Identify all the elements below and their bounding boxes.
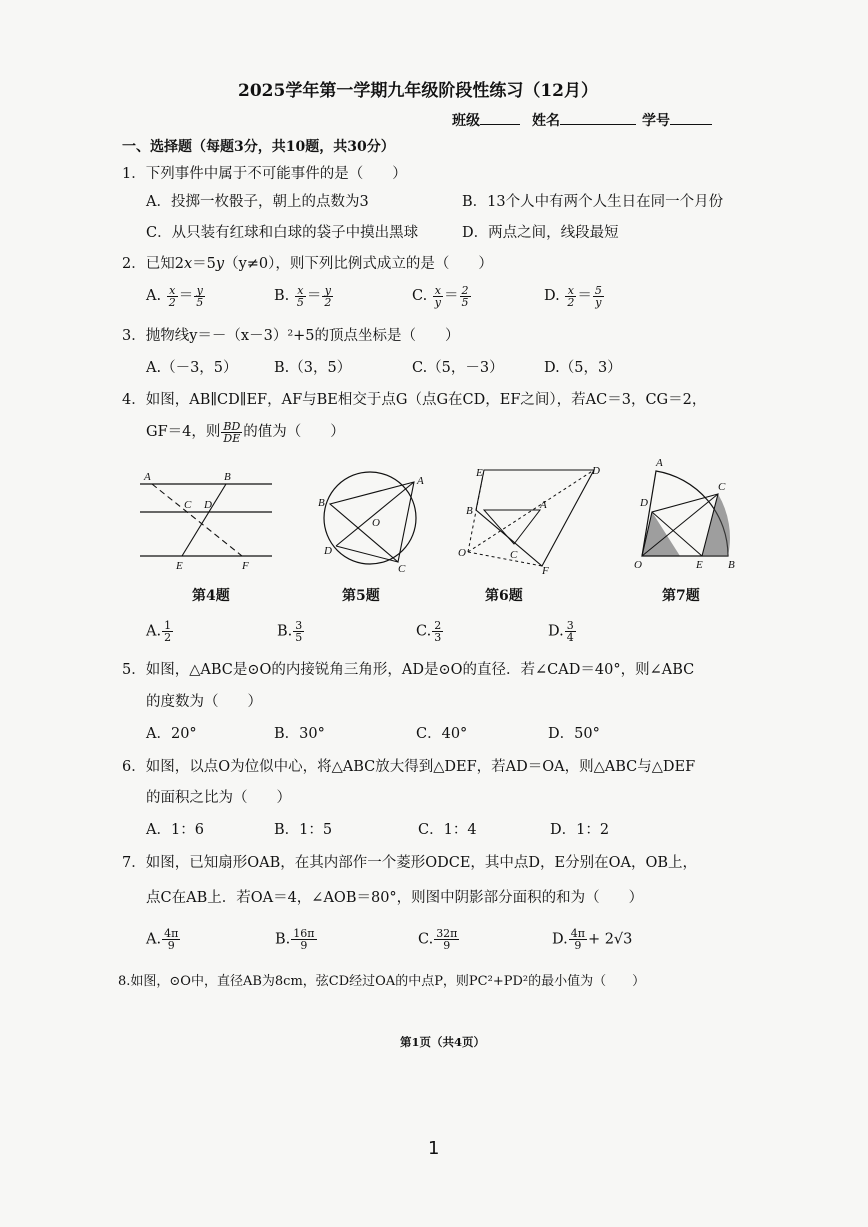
q4-option-a[interactable]: [146, 620, 174, 643]
q5-option-b[interactable]: B．30°: [274, 726, 325, 742]
q5-stem-line1: 5．如图，△ABC是⊙O的内接锐角三角形，AD是⊙O的直径．若∠CAD＝40°，则∠ABC: [122, 662, 695, 678]
fig6-label-f: F: [542, 565, 549, 574]
q2-option-a[interactable]: A. $\frac{x}{2}$ ＝ $\frac{y}{5}$: [146, 283, 204, 309]
fig4-segment-af: [152, 484, 242, 556]
q7-d-frac: $\frac{4\pi}{9}$: [570, 927, 585, 952]
q2-a-frac-left: $\frac{x}{2}$: [168, 283, 176, 309]
q4-b-frac: $\frac{3}{5}$: [295, 619, 303, 644]
q1-option-b[interactable]: B．13个人中有两个人生日在同一个月份: [462, 194, 724, 210]
q4-c-label: C.: [416, 623, 432, 640]
q4-d-label: D.: [548, 623, 564, 640]
figure-6-caption: 第6题: [485, 588, 523, 604]
fig5-label-d: D: [324, 545, 332, 557]
q7-option-a[interactable]: [146, 928, 181, 951]
fig4-label-c: C: [184, 499, 192, 511]
figure-4: [138, 468, 278, 574]
class-label: 班级: [452, 113, 480, 129]
q2-b-label: B.: [274, 288, 290, 304]
q1-stem: 1．下列事件中属于不可能事件的是（ ）: [122, 166, 407, 182]
q1-option-d[interactable]: D．两点之间，线段最短: [462, 225, 619, 241]
q3-option-c[interactable]: C.（5，－3）: [412, 360, 504, 376]
q2-var-x: x: [183, 256, 193, 272]
q4-option-d[interactable]: [548, 620, 577, 643]
fig7-label-o: O: [634, 559, 642, 571]
q7-c-frac: $\frac{32\pi}{9}$: [436, 927, 458, 952]
q4-stem2-pre: GF＝4，则: [146, 424, 221, 440]
q4-b-label: B.: [277, 623, 293, 640]
q2-c-label: C.: [412, 288, 428, 304]
fig7-label-d: D: [640, 497, 648, 509]
name-blank[interactable]: [560, 110, 636, 125]
q2-a-label: A.: [146, 288, 162, 304]
fig6-label-o: O: [458, 547, 466, 559]
figure-5: [312, 462, 430, 574]
figure-7: [632, 454, 744, 574]
q1-option-c[interactable]: C．从只装有红球和白球的袋子中摸出黑球: [146, 225, 419, 241]
q2-option-d[interactable]: D. $\frac{x}{2}$ ＝ $\frac{5}{y}$: [544, 283, 602, 309]
q6-option-c[interactable]: C．1：4: [418, 822, 477, 838]
fig6-label-d: D: [592, 465, 600, 477]
fig6-ray-od: [468, 470, 594, 552]
q3-option-b[interactable]: B.（3，5）: [274, 360, 352, 376]
number-field: [642, 110, 712, 130]
q4-option-c[interactable]: [416, 620, 444, 643]
q3-option-d[interactable]: D.（5，3）: [544, 360, 622, 376]
figure-4-caption: 第4题: [192, 588, 230, 604]
section-heading: 一、选择题（每题3分，共10题，共30分）: [122, 139, 395, 155]
fig7-label-e: E: [696, 559, 703, 571]
fig6-label-b: B: [466, 505, 473, 517]
q7-option-c[interactable]: [418, 928, 460, 951]
q7-d-label: D.: [552, 931, 568, 948]
class-blank[interactable]: [480, 110, 520, 125]
q2-b-frac-right: $\frac{y}{2}$: [324, 283, 332, 309]
q2-b-frac-left: $\frac{x}{5}$: [296, 283, 304, 309]
q4-d-frac: $\frac{3}{4}$: [566, 619, 574, 644]
q7-d-tail: + 2√3: [587, 931, 633, 948]
q2-stem-pre: 2．已知2: [122, 256, 184, 272]
q1-option-a[interactable]: A．投掷一枚骰子，朝上的点数为3: [146, 194, 369, 210]
fig4-label-d: D: [204, 499, 212, 511]
q2-option-b[interactable]: B. $\frac{x}{5}$ ＝ $\frac{y}{2}$: [274, 283, 332, 309]
number-label: 学号: [642, 113, 670, 129]
fig4-label-f: F: [242, 560, 249, 572]
q2-var-y: y: [215, 256, 225, 272]
fig4-label-e: E: [176, 560, 183, 572]
q7-b-label: B.: [275, 931, 291, 948]
fig5-label-c: C: [398, 563, 406, 574]
figure-6: [458, 462, 608, 574]
q2-stem-mid: ＝5: [192, 256, 216, 272]
fig6-triangle-def: [476, 470, 594, 566]
q4-a-label: A.: [146, 623, 162, 640]
fig4-label-b: B: [224, 471, 231, 483]
q4-stem-line1: 4．如图，AB∥CD∥EF，AF与BE相交于点G（点G在CD，EF之间），若AC＝3，CG＝2，: [122, 392, 707, 408]
fig7-label-c: C: [718, 481, 726, 493]
fig5-label-o: O: [372, 517, 380, 529]
q3-stem: 3．抛物线y＝－（x－3）²+5的顶点坐标是（ ）: [122, 328, 460, 344]
q2-stem-cond: （y≠0），则下列比例式成立的是（ ）: [224, 256, 493, 272]
q4-option-b[interactable]: [277, 620, 305, 643]
figure-7-caption: 第7题: [662, 588, 700, 604]
q4-stem-line2: [146, 420, 345, 444]
fig4-label-a: A: [144, 471, 151, 483]
fig5-label-b: B: [318, 497, 325, 509]
q7-stem-line1: 7．如图，已知扇形OAB，在其内部作一个菱形ODCE，其中点D，E分别在OA，OB上，: [122, 855, 698, 871]
fig6-triangle-abc: [484, 510, 540, 544]
class-field: [452, 110, 520, 130]
fig7-label-a: A: [656, 457, 663, 469]
fig5-diameter-ad: [336, 482, 414, 546]
q8-stem: 8.如图，⊙O中，直径AB为8cm，弦CD经过OA的中点P，则PC²+PD²的最小值为（ ）: [118, 974, 646, 989]
fig6-label-c: C: [510, 549, 518, 561]
number-blank[interactable]: [670, 110, 712, 125]
fig4-segment-be: [182, 484, 226, 556]
q7-option-b[interactable]: [275, 928, 318, 951]
q5-option-d[interactable]: D．50°: [548, 726, 600, 742]
q4-ratio-frac: $\frac{BD}{DE}$: [223, 419, 241, 445]
q2-c-frac-left: $\frac{x}{y}$: [434, 283, 442, 309]
page-title: 2025学年第一学期九年级阶段性练习（12月）: [238, 81, 598, 101]
q2-option-c[interactable]: C. $\frac{x}{y}$ ＝ $\frac{2}{5}$: [412, 283, 469, 309]
name-field: [532, 110, 636, 130]
q4-stem2-post: 的值为（ ）: [243, 424, 345, 440]
page-footer: 第1页（共4页）: [400, 1035, 486, 1049]
q2-a-frac-right: $\frac{y}{5}$: [196, 283, 204, 309]
fig5-label-a: A: [417, 475, 424, 487]
q7-option-d[interactable]: [552, 928, 632, 951]
figure-5-caption: 第5题: [342, 588, 380, 604]
page-number: 1: [428, 1138, 440, 1159]
q6-stem-line2: 的面积之比为（ ）: [146, 790, 291, 806]
q6-option-b[interactable]: B．1：5: [274, 822, 333, 838]
q7-b-frac: $\frac{16\pi}{9}$: [293, 927, 315, 952]
q7-stem-line2: 点C在AB上．若OA＝4，∠AOB＝80°，则图中阴影部分面积的和为（ ）: [146, 890, 644, 906]
q2-d-label: D.: [544, 288, 560, 304]
q2-stem: [122, 252, 493, 273]
q6-option-d[interactable]: D．1：2: [550, 822, 610, 838]
q4-a-frac: $\frac{1}{2}$: [164, 619, 172, 644]
fig7-label-b: B: [728, 559, 735, 571]
q2-c-frac-right: $\frac{2}{5}$: [461, 283, 469, 309]
q3-option-a[interactable]: A.（－3，5）: [146, 360, 238, 376]
fig6-label-a: A: [540, 499, 547, 511]
fig6-ray-of: [468, 552, 542, 566]
name-label: 姓名: [532, 113, 560, 129]
q5-option-a[interactable]: A．20°: [146, 726, 197, 742]
q7-a-frac: $\frac{4\pi}{9}$: [164, 927, 179, 952]
q7-c-label: C.: [418, 931, 434, 948]
q7-a-label: A.: [146, 931, 162, 948]
fig6-label-e: E: [476, 467, 483, 479]
q5-stem-line2: 的度数为（ ）: [146, 694, 262, 710]
q6-stem-line1: 6．如图，以点O为位似中心，将△ABC放大得到△DEF，若AD＝OA，则△ABC与△DEF: [122, 759, 696, 775]
q6-option-a[interactable]: A．1：6: [146, 822, 204, 838]
q5-option-c[interactable]: C．40°: [416, 726, 468, 742]
q2-d-frac-left: $\frac{x}{2}$: [567, 283, 575, 309]
q4-c-frac: $\frac{2}{3}$: [434, 619, 442, 644]
q2-d-frac-right: $\frac{5}{y}$: [594, 283, 602, 309]
